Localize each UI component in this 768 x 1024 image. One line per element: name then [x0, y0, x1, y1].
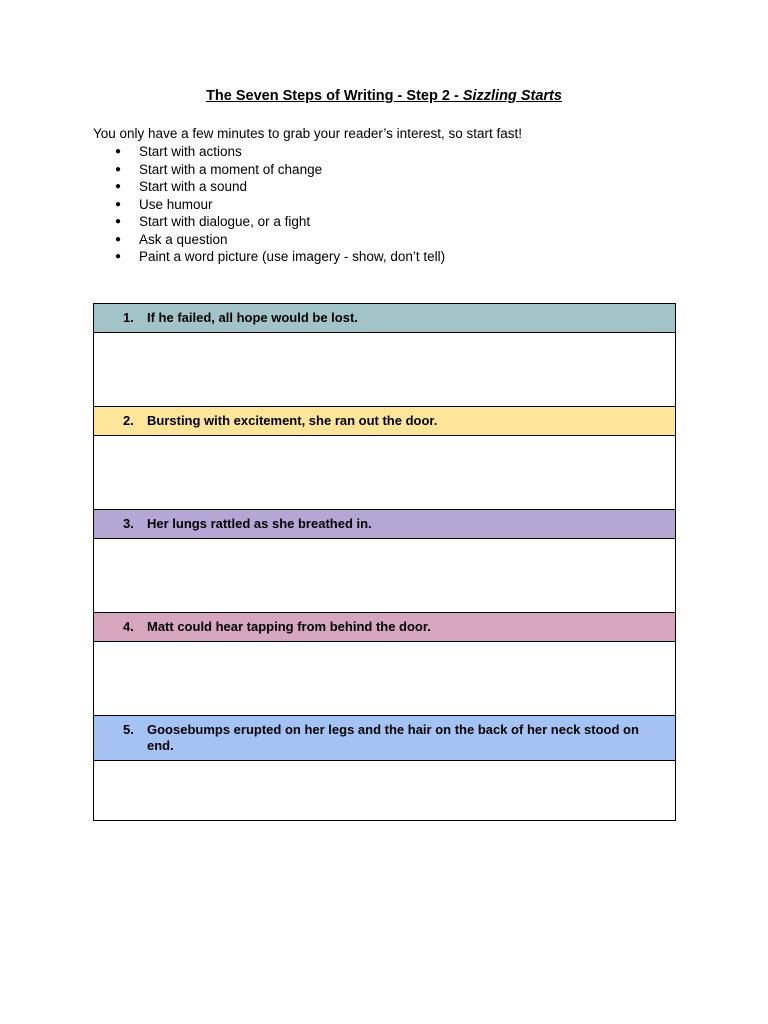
prompt-header [94, 716, 675, 761]
prompt-number: 1. [123, 310, 134, 325]
tip-item [93, 213, 445, 231]
tip-item [93, 178, 445, 196]
tip-item [93, 196, 445, 214]
intro-text: You only have a few minutes to grab your reader’s interest, so start fast! [93, 126, 522, 141]
tip-item [93, 143, 445, 161]
bullet-icon: ● [115, 163, 122, 175]
prompt-writing-area[interactable] [94, 333, 675, 407]
prompt-writing-area[interactable] [94, 761, 675, 820]
prompt-section [94, 716, 675, 820]
prompt-writing-area[interactable] [94, 539, 675, 613]
prompt-section [94, 407, 675, 510]
bullet-icon: ● [115, 198, 122, 210]
prompt-header [94, 304, 675, 333]
tip-text: Use humour [139, 196, 213, 212]
title-emphasis: Sizzling Starts [462, 88, 562, 104]
page-title [0, 87, 768, 105]
prompt-text: Goosebumps erupted on her legs and the hair on the back of her neck stood on end. [147, 722, 639, 753]
prompt-header [94, 510, 675, 539]
tip-text: Paint a word picture (use imagery - show, don’t tell) [139, 249, 446, 264]
prompt-number: 5. [123, 722, 134, 737]
title-main: The Seven Steps of Writing - Step 2 - [206, 88, 463, 104]
tips-list [93, 143, 445, 266]
prompt-text: If he failed, all hope would be lost. [147, 310, 358, 325]
tip-text: Ask a question [139, 231, 228, 247]
prompt-text: Her lungs rattled as she breathed in. [147, 516, 372, 531]
bullet-icon: ● [115, 216, 122, 227]
prompt-section [94, 613, 675, 716]
prompt-number: 2. [123, 413, 134, 428]
prompt-table [93, 303, 676, 821]
prompt-writing-area[interactable] [94, 436, 675, 510]
prompt-number: 4. [123, 619, 134, 634]
bullet-icon: ● [115, 233, 122, 245]
tip-item [93, 248, 445, 266]
prompt-header [94, 407, 675, 436]
prompt-section [94, 304, 675, 407]
tip-text: Start with dialogue, or a fight [139, 214, 311, 229]
tip-text: Start with a moment of change [139, 161, 323, 177]
bullet-icon: ● [115, 251, 122, 262]
prompt-section [94, 510, 675, 613]
prompt-text: Matt could hear tapping from behind the door. [147, 619, 431, 634]
tip-text: Start with a sound [139, 179, 248, 194]
tip-text: Start with actions [139, 144, 242, 159]
prompt-writing-area[interactable] [94, 642, 675, 716]
bullet-icon: ● [115, 181, 122, 192]
tip-item [93, 231, 445, 249]
bullet-icon: ● [115, 146, 122, 157]
tip-item [93, 161, 445, 179]
prompt-header [94, 613, 675, 642]
prompt-text: Bursting with excitement, she ran out the door. [147, 413, 438, 428]
prompt-number: 3. [123, 516, 134, 531]
